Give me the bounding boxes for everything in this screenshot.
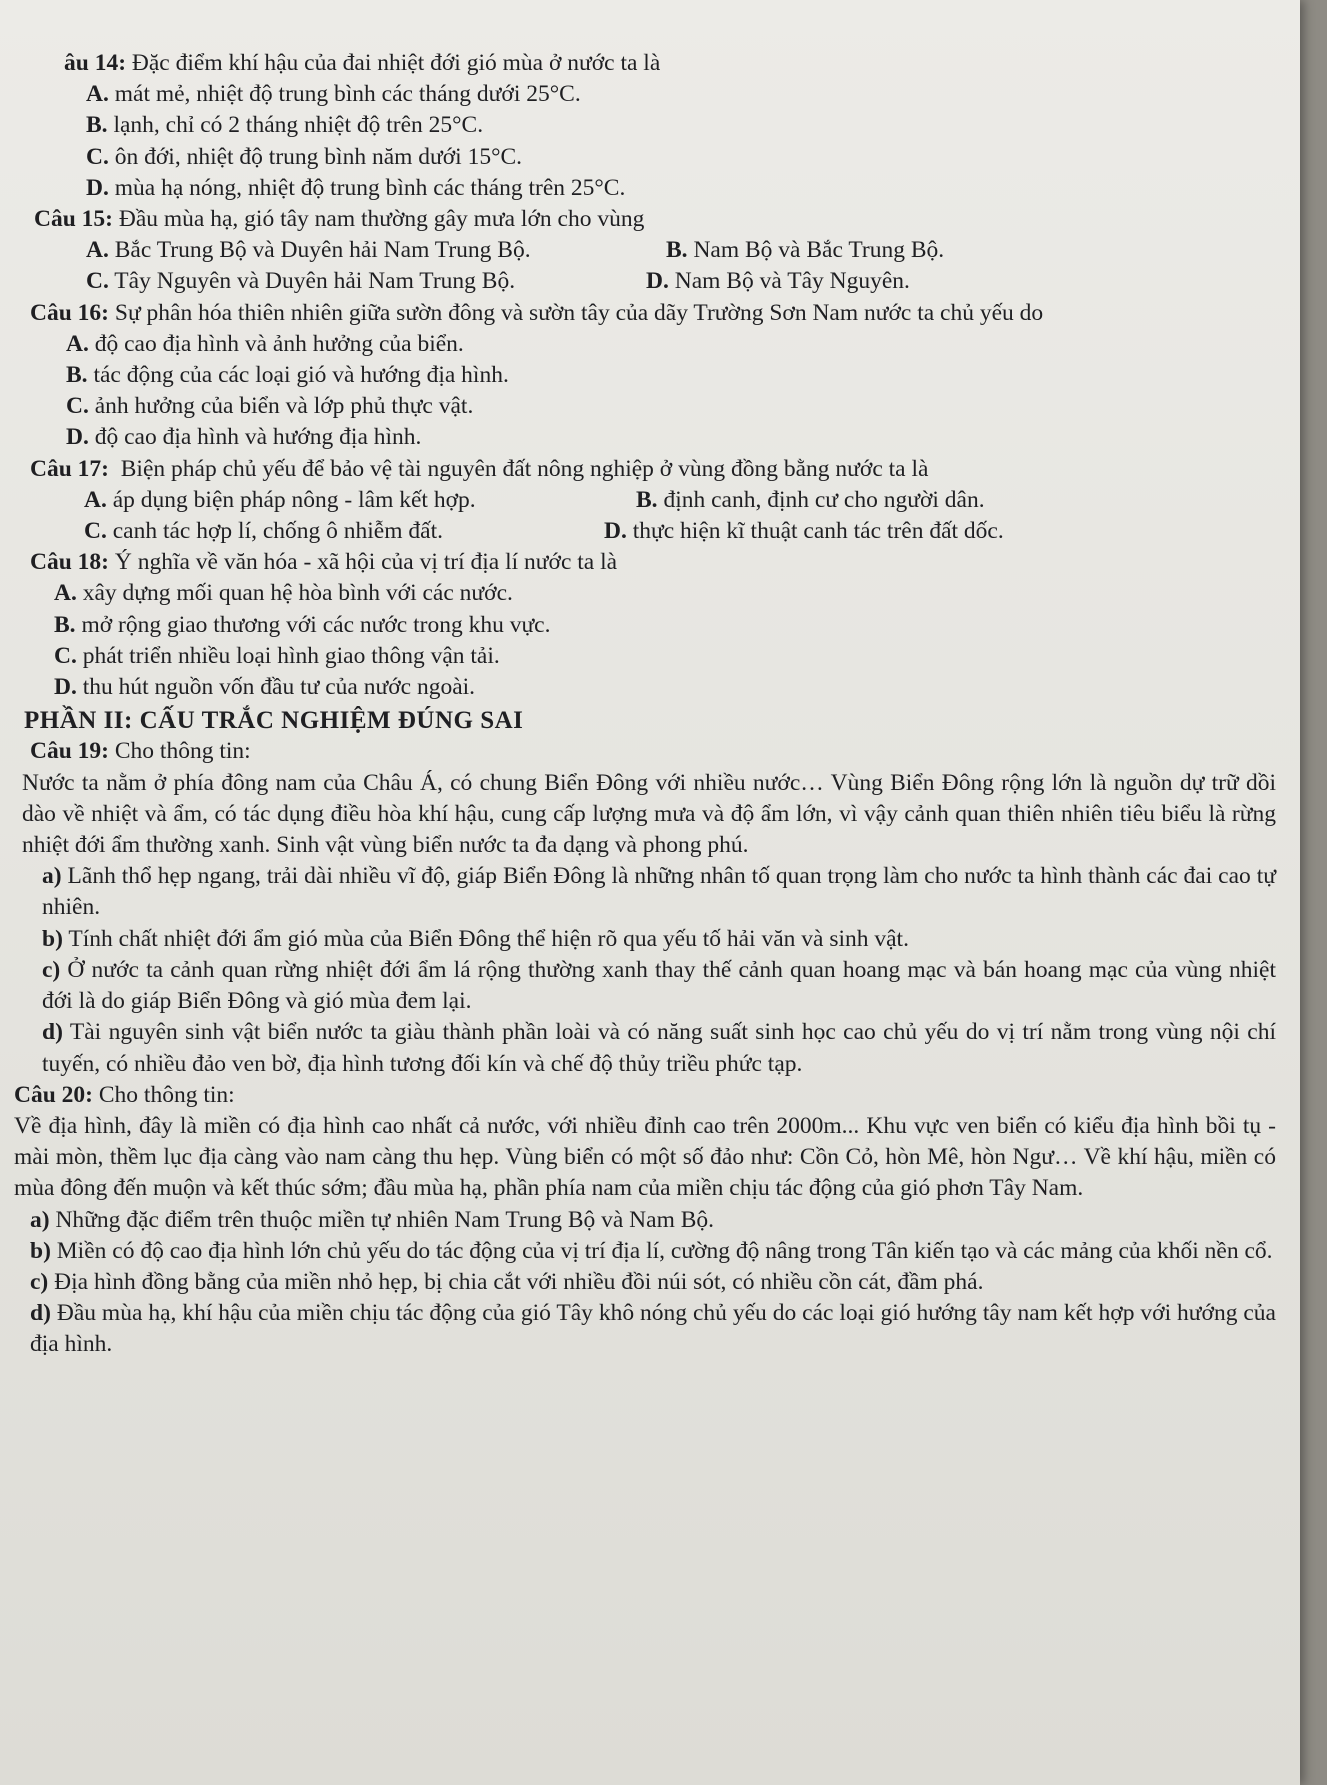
option-key: C. [84, 518, 107, 545]
question-16-stem: Sự phân hóa thiên nhiên giữa sườn đông và sườn tây của dãy Trường Sơn Nam nước ta chủ yếu do [109, 299, 1044, 326]
option-key: D. [66, 424, 89, 451]
question-16 [14, 298, 1276, 329]
option-text: định canh, định cư cho người dân. [657, 486, 985, 513]
option-text: mở rộng giao thương với các nước trong khu vực. [75, 611, 551, 638]
option-text: Nam Bộ và Bắc Trung Bộ. [687, 237, 945, 264]
item-key: a) [30, 1206, 50, 1233]
option-key: C. [66, 393, 89, 420]
q17-option-d [604, 516, 1004, 547]
question-17-stem: Biện pháp chủ yếu để bảo vệ tài nguyên đất nông nghiệp ở vùng đồng bằng nước ta là [109, 455, 929, 482]
q14-option-a [14, 79, 1276, 110]
q18-option-a [14, 578, 1276, 609]
q20-item-d [14, 1298, 1276, 1360]
question-17 [14, 454, 1276, 485]
option-key: D. [604, 518, 627, 545]
item-key: b) [42, 925, 63, 952]
q15-option-a [86, 235, 666, 266]
question-14-stem: Đặc điểm khí hậu của đai nhiệt đới gió mùa ở nước ta là [126, 50, 661, 76]
q17-option-a [84, 485, 636, 516]
item-key: d) [42, 1019, 63, 1046]
item-text: Đầu mùa hạ, khí hậu của miền chịu tác động của gió Tây khô nóng chủ yếu do các loại gió hướng tây nam kết hợp với hướng của địa hình. [30, 1300, 1276, 1358]
question-15 [14, 204, 1276, 235]
option-key: B. [66, 362, 88, 389]
question-18-label: Câu 18: [30, 549, 109, 576]
item-text: Lãnh thổ hẹp ngang, trải dài nhiều vĩ độ, giáp Biển Đông là những nhân tố quan trọng làm cho nước ta hình thành các đai cao tự nhiên. [42, 863, 1276, 921]
option-key: A. [86, 81, 109, 108]
exam-content [14, 48, 1276, 1361]
item-key: d) [30, 1300, 51, 1327]
q20-item-a [14, 1205, 1276, 1236]
q14-option-c [14, 142, 1276, 173]
q14-option-d [14, 173, 1276, 204]
q20-item-b [14, 1236, 1276, 1267]
item-text: Ở nước ta cảnh quan rừng nhiệt đới ẩm lá rộng thường xanh thay thế cảnh quan hoang mạc và bán hoang mạc của vùng nhiệt đới là do giáp Biển Đông và gió mùa đem lại. [42, 956, 1276, 1015]
option-key: D. [54, 674, 77, 701]
question-20-passage: Về địa hình, đây là miền có địa hình cao nhất cả nước, với nhiều đỉnh cao trên 2000m... Khu vực ven biển có kiểu địa hình bồi tụ - mài mòn, thềm lục địa càng vào nam càng thu hẹp. Vùng biển có một số đảo như: Cồn Cỏ, hòn Mê, hòn Ngư… Về khí hậu, miền có mùa đông đến muộn và kết thúc sớm; đầu mùa hạ, phần phía nam của miền chịu tác động của gió phơn Tây Nam. [14, 1112, 1276, 1202]
item-key: c) [42, 956, 61, 983]
option-text: tác động của các loại gió và hướng địa hình. [87, 362, 509, 389]
option-key: B. [54, 611, 76, 638]
question-18-stem: Ý nghĩa về văn hóa - xã hội của vị trí địa lí nước ta là [109, 549, 618, 576]
q15-option-c [86, 266, 646, 297]
q18-option-b [14, 610, 1276, 641]
item-text: Tính chất nhiệt đới ẩm gió mùa của Biển Đông thể hiện rõ qua yếu tố hải văn và sinh vật. [62, 925, 909, 952]
question-14-label: âu 14: [64, 50, 127, 76]
q19-item-b [14, 924, 1276, 955]
question-19-passage: Nước ta nằm ở phía đông nam của Châu Á, có chung Biển Đông với nhiều nước… Vùng Biển Đông rộng lớn là nguồn dự trữ dồi dào về nhiệt và ẩm, có tác dụng điều hòa khí hậu, cung cấp lượng mưa và độ ẩm lớn, vì vậy cảnh quan thiên nhiên tiêu biểu là rừng nhiệt đới ẩm thường xanh. Sinh vật vùng biển nước ta đa dạng và phong phú. [22, 769, 1276, 859]
item-text: Những đặc điểm trên thuộc miền tự nhiên Nam Trung Bộ và Nam Bộ. [49, 1206, 715, 1233]
question-19-stem: Cho thông tin: [109, 738, 251, 765]
option-text: phát triển nhiều loại hình giao thông vận tải. [76, 642, 500, 669]
option-text: thực hiện kĩ thuật canh tác trên đất dốc. [626, 518, 1004, 545]
item-text: Miền có độ cao địa hình lớn chủ yếu do tác động của vị trí địa lí, cường độ nâng trong Tân kiến tạo và các mảng của khối nền cổ. [50, 1237, 1273, 1264]
question-20-label: Câu 20: [14, 1081, 93, 1108]
question-20-stem: Cho thông tin: [93, 1081, 235, 1108]
q15-option-b [666, 235, 944, 266]
option-text: thu hút nguồn vốn đầu tư của nước ngoài. [76, 674, 476, 701]
option-text: mùa hạ nóng, nhiệt độ trung bình các tháng trên 25°C. [108, 174, 626, 201]
q16-option-c [14, 391, 1276, 422]
q16-option-d [14, 422, 1276, 453]
option-text: ôn đới, nhiệt độ trung bình năm dưới 15°C. [108, 143, 523, 170]
option-text: ảnh hưởng của biển và lớp phủ thực vật. [88, 393, 474, 420]
option-key: B. [86, 112, 108, 139]
q19-item-d [14, 1017, 1276, 1079]
option-key: A. [54, 580, 77, 607]
option-key: A. [86, 237, 109, 264]
question-20 [14, 1080, 1276, 1111]
option-key: A. [84, 486, 107, 513]
option-text: Tây Nguyên và Duyên hải Nam Trung Bộ. [108, 268, 516, 295]
q18-option-c [14, 641, 1276, 672]
q17-options-row-1 [14, 485, 1276, 516]
option-key: B. [666, 237, 688, 264]
q16-option-b [14, 360, 1276, 391]
question-16-label: Câu 16: [30, 299, 109, 326]
item-key: c) [30, 1268, 49, 1295]
item-text: Địa hình đồng bằng của miền nhỏ hẹp, bị chia cắt với nhiều đồi núi sót, có nhiều cồn cát, đầm phá. [48, 1268, 984, 1295]
item-key: b) [30, 1237, 51, 1264]
option-key: A. [66, 330, 89, 357]
option-text: Nam Bộ và Tây Nguyên. [668, 268, 910, 295]
question-14 [14, 48, 1276, 79]
q16-option-a [14, 329, 1276, 360]
question-15-stem: Đầu mùa hạ, gió tây nam thường gây mưa lớn cho vùng [113, 206, 645, 233]
question-17-label: Câu 17: [30, 455, 109, 482]
question-19-label: Câu 19: [30, 738, 109, 765]
option-text: áp dụng biện pháp nông - lâm kết hợp. [106, 486, 476, 513]
q15-options-row-1 [14, 235, 1276, 266]
option-key: C. [86, 143, 109, 170]
q19-item-c [14, 955, 1276, 1017]
section-2-title: PHẦN II: CẤU TRẮC NGHIỆM ĐÚNG SAI [24, 707, 524, 735]
q14-option-b [14, 110, 1276, 141]
option-text: mát mẻ, nhiệt độ trung bình các tháng dưới 25°C. [108, 81, 581, 108]
option-text: độ cao địa hình và hướng địa hình. [88, 424, 422, 451]
option-key: B. [636, 486, 658, 513]
question-19 [14, 736, 1276, 767]
option-text: lạnh, chỉ có 2 tháng nhiệt độ trên 25°C. [107, 112, 484, 139]
q15-option-d [646, 266, 910, 297]
question-15-label: Câu 15: [34, 206, 113, 233]
q18-option-d [14, 672, 1276, 703]
q15-options-row-2 [14, 266, 1276, 297]
option-key: C. [86, 268, 109, 295]
question-18 [14, 547, 1276, 578]
option-key: D. [646, 268, 669, 295]
q20-item-c [14, 1267, 1276, 1298]
q19-item-a [14, 861, 1276, 923]
option-key: C. [54, 642, 77, 669]
q17-options-row-2 [14, 516, 1276, 547]
option-text: độ cao địa hình và ảnh hưởng của biển. [88, 330, 464, 357]
q17-option-b [636, 485, 985, 516]
option-text: canh tác hợp lí, chống ô nhiễm đất. [106, 518, 443, 545]
item-text: Tài nguyên sinh vật biển nước ta giàu thành phần loài và có năng suất sinh học cao chủ yếu do vị trí nằm trong vùng nội chí tuyến, có nhiều đảo ven bờ, địa hình tương đối kín và chế độ thủy triều phức tạp. [42, 1019, 1276, 1077]
option-key: D. [86, 174, 109, 201]
q17-option-c [84, 516, 604, 547]
option-text: Bắc Trung Bộ và Duyên hải Nam Trung Bộ. [108, 237, 531, 264]
option-text: xây dựng mối quan hệ hòa bình với các nước. [76, 580, 513, 607]
item-key: a) [42, 863, 62, 890]
